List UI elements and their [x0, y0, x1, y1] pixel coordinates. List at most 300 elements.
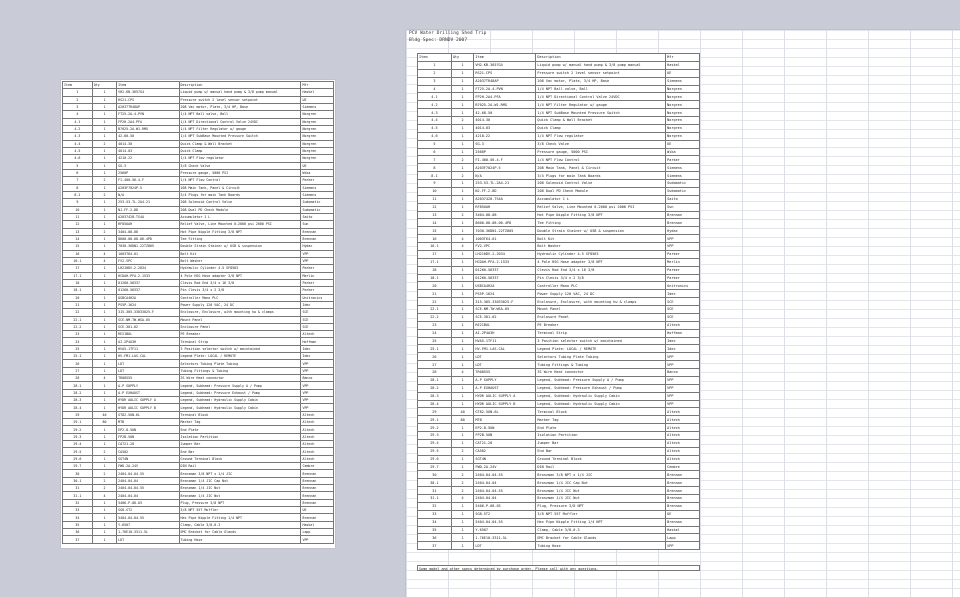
column-header: Qty: [92, 82, 116, 89]
table-row: [418, 432, 700, 440]
table-cell: Sudomatic: [301, 206, 334, 213]
table-cell: 14: [418, 219, 452, 227]
table-cell: LDT: [474, 353, 536, 361]
table-row: [63, 521, 334, 528]
table-cell: 4014-30: [117, 140, 179, 147]
table-cell: Mount Panel: [536, 306, 666, 314]
table-row: [63, 404, 334, 411]
table-row: [418, 85, 700, 93]
table-cell: Quick Clamp & Wall Bracket: [179, 140, 301, 147]
table-cell: Tee Fitting: [536, 219, 666, 227]
table-cell: 23: [418, 321, 452, 329]
table-cell: 1: [451, 518, 474, 526]
table-cell: 1: [451, 439, 474, 447]
table-row: [418, 376, 700, 384]
table-cell: 4: [451, 495, 474, 503]
table-cell: A-P EXHAUST: [474, 384, 536, 392]
table-cell: VH2-KB-3657G4: [117, 89, 179, 96]
table-cell: 1: [92, 309, 116, 316]
table-cell: UE: [301, 96, 334, 103]
table-cell: PS5P-1624: [117, 301, 179, 308]
table-cell: Idec: [666, 337, 700, 345]
table-cell: 2: [92, 470, 116, 477]
table-cell: 11: [63, 213, 93, 220]
table-cell: Hoffman: [666, 329, 700, 337]
table-cell: 1: [451, 353, 474, 361]
table-row: [418, 282, 700, 290]
table-cell: HYDR AULIC SUPPLY A: [117, 397, 179, 404]
table-cell: 2404-04-04-55: [117, 470, 179, 477]
table-cell: Parker: [301, 177, 334, 184]
table-cell: 2: [451, 117, 474, 125]
table-cell: 3 Position selector switch w/ maintained: [536, 337, 666, 345]
table-cell: SCE: [301, 309, 334, 316]
table-cell: UE: [666, 510, 700, 518]
table-cell: Hot Pipe Nipple Fitting 3/8 NPT: [536, 211, 666, 219]
column-header: Qty: [451, 54, 474, 62]
table-cell: UE: [301, 507, 334, 514]
table-cell: 1: [92, 441, 116, 448]
table-cell: 01260-56337: [474, 274, 536, 282]
table-cell: 4.5: [63, 147, 93, 154]
table-row: [418, 227, 700, 235]
table-cell: A2037428-TS4A: [474, 195, 536, 203]
table-cell: 1: [92, 162, 116, 169]
bom-sheet-left: [61, 80, 335, 548]
table-row: [63, 103, 334, 110]
table-cell: 30: [418, 471, 452, 479]
table-cell: Haskel: [301, 521, 334, 528]
table-cell: A-P SUPPLY: [117, 382, 179, 389]
table-cell: Altech: [666, 447, 700, 455]
table-cell: 80: [92, 419, 116, 426]
table-cell: MTB: [117, 419, 179, 426]
table-cell: 1: [92, 89, 116, 96]
table-cell: A2037TR48AP: [474, 77, 536, 85]
table-cell: 4210-22: [117, 155, 179, 162]
table-cell: 1: [451, 290, 474, 298]
table-cell: Plug, Pressure 3/8 NPT: [179, 499, 301, 506]
table-cell: 1: [92, 345, 116, 352]
table-cell: Parker: [301, 287, 334, 294]
table-row: [63, 353, 334, 360]
table-cell: Haskel: [666, 526, 700, 534]
table-cell: VPP: [666, 353, 700, 361]
table-cell: Hot Pipe Nipple Fitting 3/8 NPT: [179, 228, 301, 235]
table-cell: 1: [451, 274, 474, 282]
bom-sheet-right: [406, 30, 960, 597]
table-cell: 22.1: [63, 316, 93, 323]
table-cell: PE Breaker: [536, 321, 666, 329]
table-row: [63, 514, 334, 521]
table-row: [418, 337, 700, 345]
table-cell: Tubing Hose: [536, 542, 666, 550]
table-cell: 1: [451, 195, 474, 203]
table-row: [63, 279, 334, 286]
table-cell: Bronzman 1/4 JIC Nut: [536, 487, 666, 495]
table-cell: 31: [63, 485, 93, 492]
table-cell: VPP: [666, 361, 700, 369]
table-cell: 2560P: [117, 169, 179, 176]
table-row: [418, 298, 700, 306]
table-cell: Y-6507: [474, 526, 536, 534]
table-cell: Ground Terminal Block: [536, 455, 666, 463]
table-row: [63, 221, 334, 228]
footnote: Some model and other specs determined by purchase order. Please call with any questions.: [417, 565, 700, 571]
table-cell: Legend, Subhead: Hydraulic Supply Cabin: [179, 397, 301, 404]
table-cell: 28.4: [63, 404, 93, 411]
table-cell: 01260-56337: [117, 287, 179, 294]
table-cell: 4014-30: [474, 117, 536, 125]
table-cell: 3/4 Plugs for main Tank Boards: [536, 172, 666, 180]
table-cell: Brennan: [666, 219, 700, 227]
table-cell: 12: [63, 221, 93, 228]
table-cell: Banco: [301, 375, 334, 382]
table-cell: Altech: [301, 331, 334, 338]
table-row: [418, 502, 700, 510]
table-cell: SCE-301-02: [474, 313, 536, 321]
table-row: [63, 331, 334, 338]
table-cell: Brennan: [666, 495, 700, 503]
table-cell: 16: [418, 235, 452, 243]
table-row: [418, 274, 700, 282]
table-row: [418, 61, 700, 69]
table-cell: 35: [418, 526, 452, 534]
table-row: [63, 250, 334, 257]
table-cell: 18.1: [418, 274, 452, 282]
table-row: [418, 180, 700, 188]
table-cell: 1: [451, 306, 474, 314]
table-cell: Norgren: [301, 147, 334, 154]
table-cell: 2: [451, 487, 474, 495]
table-cell: FP2B-5UN: [117, 433, 179, 440]
table-row: [418, 211, 700, 219]
table-cell: Bronzman 3/8 NPT x 1/4 JIC: [536, 471, 666, 479]
table-cell: 1: [92, 360, 116, 367]
table-row: [418, 203, 700, 211]
table-cell: 1: [92, 507, 116, 514]
table-cell: EP2-8-5UN: [117, 426, 179, 433]
table-row: [63, 470, 334, 477]
table-row: [418, 353, 700, 361]
table-row: [418, 329, 700, 337]
table-cell: 1: [92, 433, 116, 440]
table-cell: VPP: [666, 400, 700, 408]
table-cell: End Bar: [179, 448, 301, 455]
table-cell: 4 Pole HSG Hose adapter 3/8 NPT: [536, 258, 666, 266]
table-row: [418, 345, 700, 353]
table-cell: Idec: [666, 290, 700, 298]
table-row: [63, 257, 334, 264]
table-cell: 1: [92, 316, 116, 323]
table-cell: 4014-03: [474, 124, 536, 132]
table-row: [63, 455, 334, 462]
table-cell: HVA5-1TF11: [117, 345, 179, 352]
table-cell: 21: [63, 301, 93, 308]
table-cell: Brennan: [666, 502, 700, 510]
bom-table-right: [417, 53, 700, 550]
table-cell: 1: [92, 206, 116, 213]
table-cell: 1: [451, 93, 474, 101]
table-cell: Power Supply 120 VAC, 24 DC: [536, 290, 666, 298]
table-cell: SG8-ST2: [474, 510, 536, 518]
table-cell: Terminal Block: [179, 411, 301, 418]
table-cell: A-P SUPPLY: [474, 376, 536, 384]
table-cell: 1: [92, 96, 116, 103]
table-cell: HYDR AULIC SUPPLY A: [474, 392, 536, 400]
table-cell: Enclosure, Enclosure, with mounting hw & clamps: [536, 298, 666, 306]
table-cell: 18: [63, 279, 93, 286]
table-cell: 2404-04-04: [117, 477, 179, 484]
table-cell: Hydraulic Cylinder 4.5 SF8563: [179, 265, 301, 272]
table-cell: Marker Tag: [179, 419, 301, 426]
table-cell: 5406-P-08-03: [474, 502, 536, 510]
table-cell: 4.5: [418, 124, 452, 132]
table-cell: CAT21-20: [117, 441, 179, 448]
table-cell: 1: [92, 279, 116, 286]
table-row: [63, 118, 334, 125]
table-cell: Quick Clamp: [536, 124, 666, 132]
table-cell: 3/4 Plugs for main Tank Boards: [179, 191, 301, 198]
table-cell: 1003T64-01: [117, 250, 179, 257]
table-cell: 25.1: [63, 353, 93, 360]
table-row: [418, 479, 700, 487]
table-row: [418, 109, 700, 117]
table-cell: RF85UAH: [474, 203, 536, 211]
table-cell: 5: [63, 162, 93, 169]
table-cell: Hydac: [301, 243, 334, 250]
table-cell: Bronzman 1/4 JIC Cap Nut: [536, 479, 666, 487]
table-row: [418, 187, 700, 195]
table-cell: Norgren: [666, 124, 700, 132]
table-cell: 3/8 Check Valve: [179, 162, 301, 169]
table-cell: 1: [92, 243, 116, 250]
table-cell: Legend, Subhead: Hydraulic Supply Cabin: [536, 392, 666, 400]
table-cell: Merlin: [301, 272, 334, 279]
table-cell: DIN Rail: [536, 463, 666, 471]
table-cell: USBCA4H2A: [117, 294, 179, 301]
table-cell: FWD-2A-24V: [117, 463, 179, 470]
table-cell: 33: [63, 507, 93, 514]
table-row: [418, 77, 700, 85]
table-cell: 20: [418, 282, 452, 290]
table-cell: 1: [92, 147, 116, 154]
table-cell: 9: [63, 199, 93, 206]
table-cell: 1: [451, 526, 474, 534]
table-row: [418, 250, 700, 258]
table-cell: Hoffman: [301, 338, 334, 345]
table-row: [63, 360, 334, 367]
table-cell: Pressure gauge, 5000 PSI: [536, 148, 666, 156]
table-cell: Jumper Bar: [179, 441, 301, 448]
table-row: [63, 309, 334, 316]
table-cell: 208 Main Tank, Panel & Circuit: [179, 184, 301, 191]
table-cell: FV2-VPC: [474, 243, 536, 251]
column-header: Mfr: [666, 54, 700, 62]
table-cell: Pressure gauge, 5000 PSI: [179, 169, 301, 176]
table-cell: Clevis Rod End 3/4 x 16 3/8: [179, 279, 301, 286]
table-cell: 29.4: [418, 439, 452, 447]
table-cell: 1: [92, 529, 116, 536]
table-cell: 25: [63, 345, 93, 352]
table-cell: SGT4N: [474, 455, 536, 463]
table-row: [63, 213, 334, 220]
table-cell: 1: [451, 148, 474, 156]
table-cell: SCE: [666, 306, 700, 314]
table-cell: 1: [451, 384, 474, 392]
table-cell: Power Supply 120 VAC, 24 DC: [179, 301, 301, 308]
table-row: [63, 235, 334, 242]
table-cell: 1: [451, 432, 474, 440]
table-cell: 24: [63, 338, 93, 345]
table-cell: 34: [63, 514, 93, 521]
table-cell: Siemens: [666, 172, 700, 180]
table-cell: EMC Bracket for Cable Glands: [536, 534, 666, 542]
table-cell: EMC Bracket for Cable Glands: [179, 529, 301, 536]
table-cell: 28: [418, 369, 452, 377]
table-cell: Legend, Subhead: Pressure Supply A / Pump: [179, 382, 301, 389]
table-cell: 26: [418, 353, 452, 361]
table-cell: Norgren: [301, 118, 334, 125]
table-row: [418, 416, 700, 424]
table-cell: VPP: [301, 257, 334, 264]
table-cell: Norgren: [666, 132, 700, 140]
table-cell: VPP: [301, 389, 334, 396]
table-cell: 1: [92, 521, 116, 528]
table-cell: Norgren: [666, 117, 700, 125]
table-cell: 15: [418, 227, 452, 235]
table-cell: 1/4 NPT Ball valve, Ball: [536, 85, 666, 93]
table-cell: 1: [451, 345, 474, 353]
table-cell: 1/4 NPT Filter Regulator w/ gauge: [536, 101, 666, 109]
table-cell: 8.1: [63, 191, 93, 198]
table-row: [418, 195, 700, 203]
table-cell: Sudomatic: [666, 187, 700, 195]
table-row: [418, 266, 700, 274]
table-cell: 1: [451, 203, 474, 211]
table-cell: SCE-NM-TW-WSA-05: [474, 306, 536, 314]
table-cell: A203F7024P-5: [117, 184, 179, 191]
table-cell: Pin Clevis 3/4 x 2 3/8: [179, 287, 301, 294]
table-cell: 29.6: [63, 455, 93, 462]
table-cell: Hex Pipe Nipple Fitting 1/4 NPT: [536, 518, 666, 526]
table-cell: Marker Tag: [536, 416, 666, 424]
table-row: [418, 361, 700, 369]
table-cell: 5406-P-08-03: [117, 499, 179, 506]
table-cell: 253-53-TL-2A4-21: [117, 199, 179, 206]
table-cell: Bolt Washer: [536, 243, 666, 251]
table-cell: Legend, Subhead: Pressure Supply A / Pump: [536, 376, 666, 384]
table-cell: 42-60-50: [117, 133, 179, 140]
table-row: [418, 164, 700, 172]
table-cell: 1: [451, 376, 474, 384]
table-row: [418, 290, 700, 298]
table-cell: GT82-5UN-6L: [117, 411, 179, 418]
table-cell: SCE: [666, 298, 700, 306]
table-cell: 20: [63, 294, 93, 301]
table-cell: 4.3: [418, 109, 452, 117]
table-cell: LDT: [117, 360, 179, 367]
table-cell: Banco: [666, 369, 700, 377]
table-row: [418, 447, 700, 455]
table-cell: 28.4: [418, 400, 452, 408]
table-cell: 1: [451, 124, 474, 132]
table-row: [63, 177, 334, 184]
table-cell: 3/8 NPT 55T Muffler: [179, 507, 301, 514]
table-cell: 27: [63, 367, 93, 374]
table-row: [63, 389, 334, 396]
table-cell: 29.5: [63, 448, 93, 455]
table-cell: 6: [63, 169, 93, 176]
table-cell: Sun: [301, 221, 334, 228]
table-cell: Tubing Fittings & Tubing: [179, 367, 301, 374]
table-cell: 4.6: [63, 155, 93, 162]
table-cell: HVA5-1TF11: [474, 337, 536, 345]
table-cell: 3404-08-08: [117, 228, 179, 235]
table-row: [63, 485, 334, 492]
table-cell: Legend, Subhead: Hydraulic Supply Cabin: [536, 400, 666, 408]
table-cell: Altech: [301, 411, 334, 418]
table-cell: Siemens: [301, 103, 334, 110]
table-cell: 1/4 NPT Flow Control: [179, 177, 301, 184]
table-cell: 1: [92, 265, 116, 272]
table-cell: 2: [92, 448, 116, 455]
table-row: [418, 321, 700, 329]
table-cell: Sudomatic: [301, 199, 334, 206]
table-cell: Terminal Block: [536, 408, 666, 416]
table-cell: 3S Wire Heat connector: [536, 369, 666, 377]
table-cell: Brennan: [301, 235, 334, 242]
table-cell: TR08555: [474, 369, 536, 377]
table-cell: Brennan: [301, 228, 334, 235]
table-cell: HCDAH-PFA-2-1533: [474, 258, 536, 266]
table-cell: Bronzman 1/4 JIC Cap Nut: [179, 477, 301, 484]
table-cell: Saito: [301, 213, 334, 220]
table-cell: Relief Valve, Line Mounted 0-2000 psi 2000 PSI: [536, 203, 666, 211]
table-row: [418, 156, 700, 164]
table-cell: 29.2: [418, 424, 452, 432]
table-cell: UE: [666, 69, 700, 77]
table-cell: Norgren: [301, 133, 334, 140]
table-cell: 31.1: [63, 492, 93, 499]
table-cell: Altech: [666, 432, 700, 440]
table-cell: Controller Mono PLC: [536, 282, 666, 290]
table-cell: Bronzman 1/4 JIC Nut: [179, 485, 301, 492]
table-cell: Brennan: [301, 499, 334, 506]
table-cell: 10: [418, 187, 452, 195]
table-cell: 30: [63, 470, 93, 477]
table-cell: Idec: [301, 345, 334, 352]
table-row: [418, 69, 700, 77]
table-cell: 7030-36DN1-22TZ805: [117, 243, 179, 250]
table-cell: 2404-04-04-55: [474, 471, 536, 479]
table-cell: 29.6: [418, 455, 452, 463]
table-cell: AI-2P4A3H: [117, 338, 179, 345]
table-cell: 1: [92, 155, 116, 162]
table-row: [63, 228, 334, 235]
table-cell: 315-305-33033025-F: [474, 298, 536, 306]
table-cell: 25: [418, 337, 452, 345]
table-cell: Enclosure Panel: [536, 313, 666, 321]
table-cell: B7025-2A-W1-RMG: [117, 125, 179, 132]
table-cell: Legend, Subhead: Pressure Exhaust / Pump: [536, 384, 666, 392]
table-cell: 1: [451, 132, 474, 140]
table-cell: 12: [418, 203, 452, 211]
table-row: [63, 397, 334, 404]
table-cell: VPP: [301, 404, 334, 411]
table-cell: VPP: [301, 536, 334, 543]
table-row: [63, 184, 334, 191]
